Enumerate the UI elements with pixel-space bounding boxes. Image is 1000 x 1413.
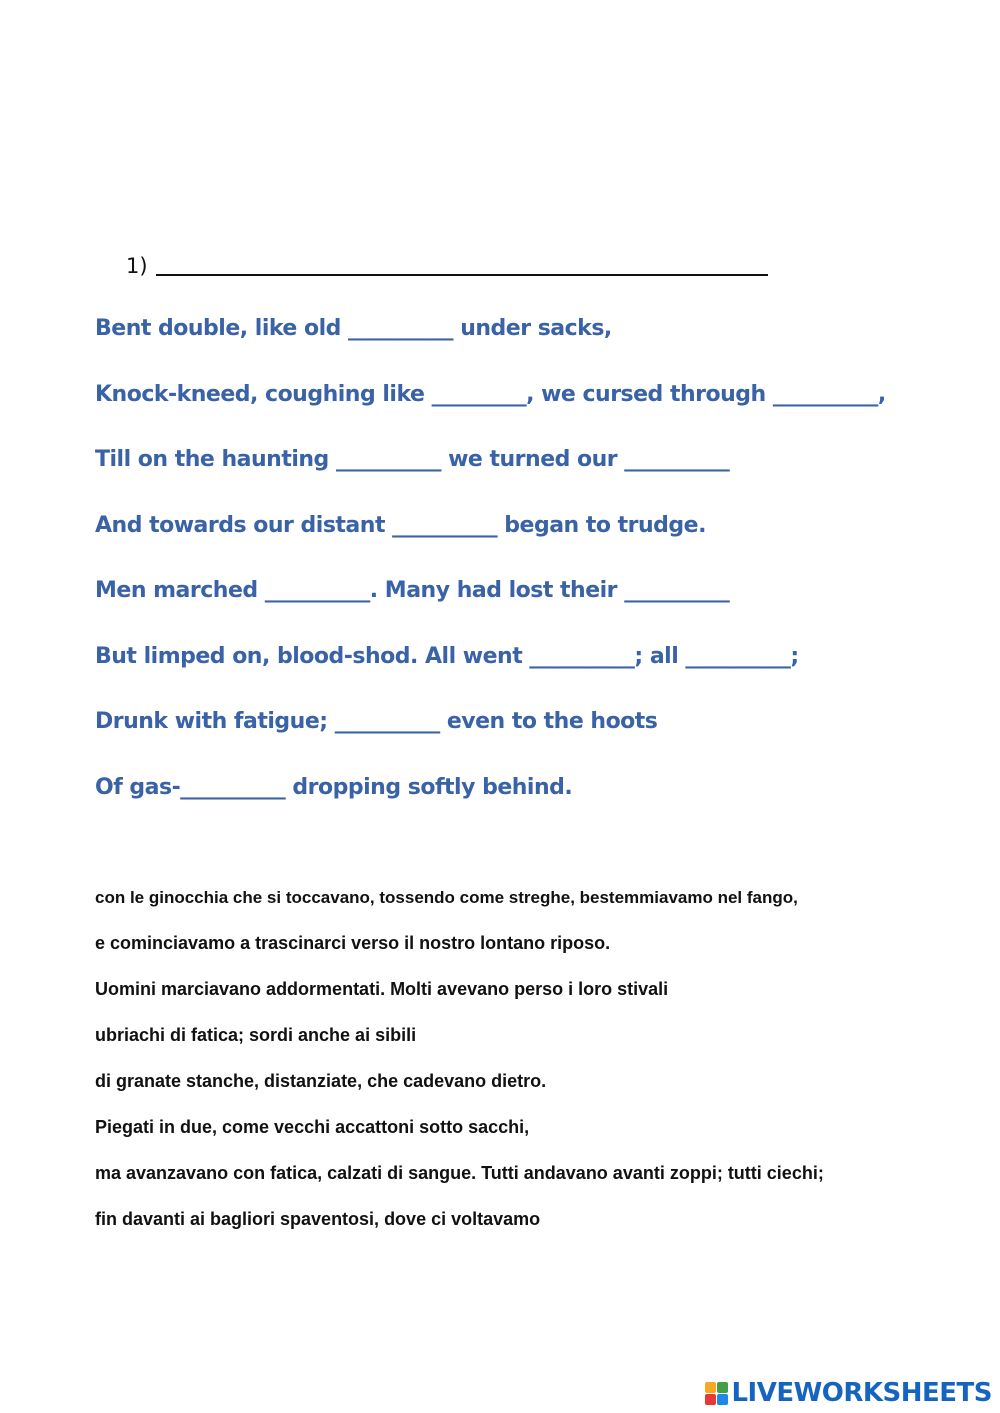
translation-line: con le ginocchia che si toccavano, tossendo come streghe, bestemmiavamo nel fango,	[95, 888, 798, 907]
logo-text: LIVEWORKSHEETS	[731, 1378, 992, 1408]
answer-line-1[interactable]	[126, 254, 768, 278]
poem-line: Knock-kneed, coughing like _________, we cursed through __________,	[95, 381, 886, 407]
poem-stanza	[95, 316, 886, 840]
logo-square	[717, 1394, 728, 1405]
poem-line: Till on the haunting __________ we turned our __________	[95, 447, 730, 472]
translation-line: Uomini marciavano addormentati. Molti avevano perso i loro stivali	[95, 979, 669, 999]
translation-line: Piegati in due, come vecchi accattoni sotto sacchi,	[95, 1117, 530, 1137]
translation-line: di granate stanche, distanziate, che cadevano dietro.	[95, 1071, 547, 1091]
poem-line: Bent double, like old __________ under sacks,	[95, 316, 612, 341]
poem-line: Of gas-__________ dropping softly behind.	[95, 774, 573, 800]
poem-line: Men marched __________. Many had lost their __________	[95, 578, 730, 603]
translation-list	[95, 886, 875, 1254]
poem-line: Drunk with fatigue; __________ even to the hoots	[95, 709, 658, 734]
translation-line: ma avanzavano con fatica, calzati di sangue. Tutti andavano avanti zoppi; tutti ciechi;	[95, 1163, 824, 1183]
question-number: 1)	[126, 254, 148, 278]
logo-square	[705, 1382, 716, 1393]
logo-icon	[705, 1382, 728, 1405]
liveworksheets-logo	[705, 1378, 992, 1408]
translation-line: ubriachi di fatica; sordi anche ai sibili	[95, 1025, 417, 1045]
logo-square	[717, 1382, 728, 1393]
poem-line: And towards our distant __________ began to trudge.	[95, 512, 706, 538]
answer-blank[interactable]	[156, 274, 768, 276]
poem-line: But limped on, blood-shod. All went __________; all __________;	[95, 643, 799, 669]
logo-square	[705, 1394, 716, 1405]
translation-line: e cominciavamo a trascinarci verso il nostro lontano riposo.	[95, 933, 611, 953]
translation-line: fin davanti ai bagliori spaventosi, dove ci voltavamo	[95, 1209, 541, 1229]
